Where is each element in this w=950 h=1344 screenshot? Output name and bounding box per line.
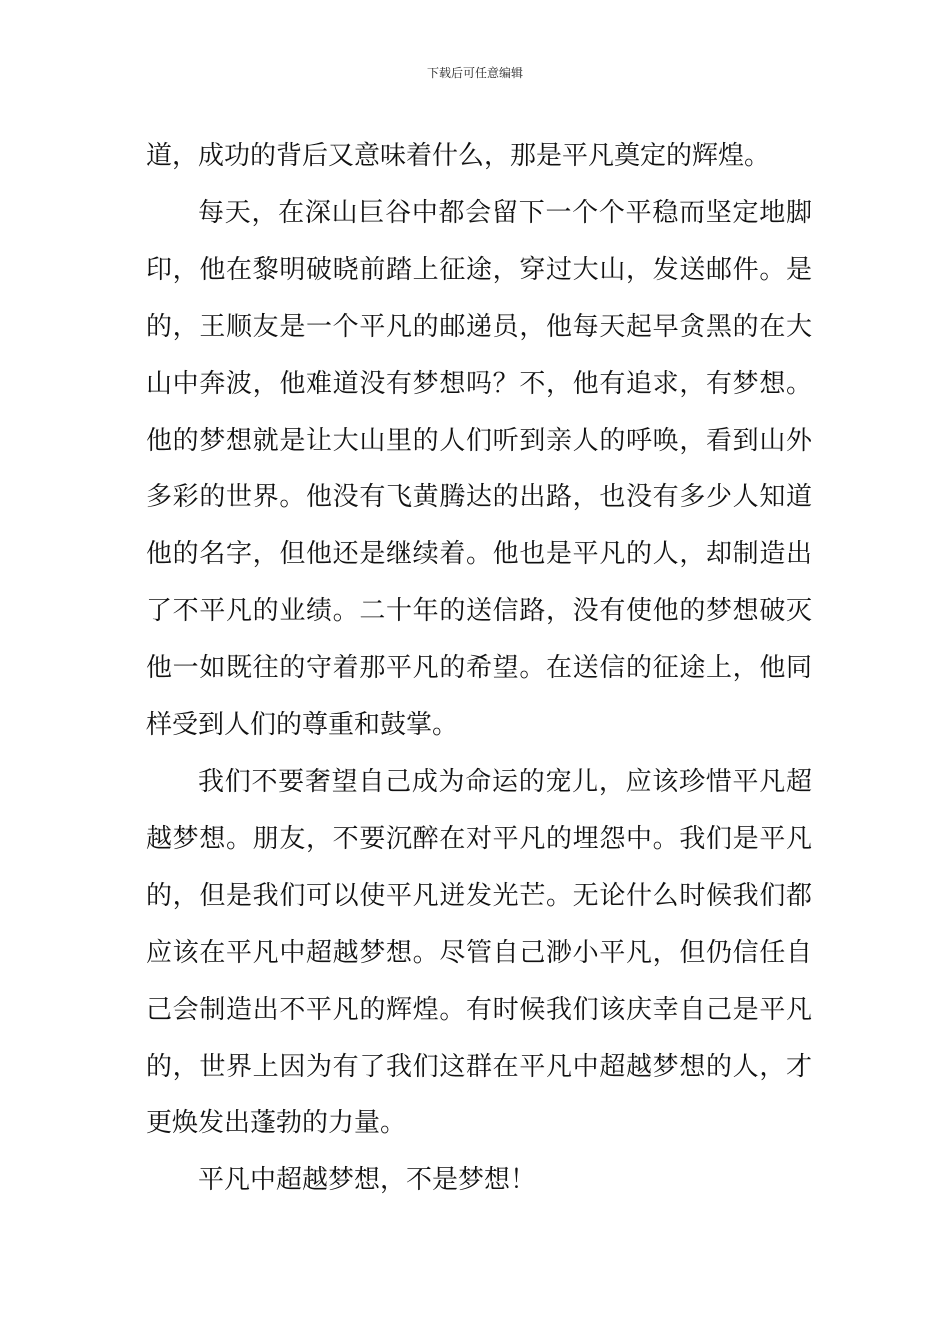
paragraph-continuation: 道，成功的背后又意味着什么，那是平凡奠定的辉煌。	[146, 141, 771, 171]
document-body	[146, 128, 812, 1209]
paragraph-wang-shunyou: 每天，在深山巨谷中都会留下一个个平稳而坚定地脚印，他在黎明破晓前踏上征途，穿过大山，发送邮件。是的，王顺友是一个平凡的邮递员，他每天起早贪黑的在大山中奔波，他难道没有梦想吗？不，他有追求，有梦想。他的梦想就是让大山里的人们听到亲人的呼唤，看到山外多彩的世界。他没有飞黄腾达的出路，也没有多少人知道他的名字，但他还是继续着。他也是平凡的人，却制造出了不平凡的业绩。二十年的送信路，没有使他的梦想破灭他一如既往的守着那平凡的希望。在送信的征途上，他同样受到人们的尊重和鼓掌。	[146, 197, 812, 741]
paragraph-cherish-ordinary: 我们不要奢望自己成为命运的宠儿，应该珍惜平凡超越梦想。朋友，不要沉醉在对平凡的埋怨中。我们是平凡的，但是我们可以使平凡迸发光芒。无论什么时候我们都应该在平凡中超越梦想。尽管自己渺小平凡，但仍信任自己会制造出不平凡的辉煌。有时候我们该庆幸自己是平凡的，世界上因为有了我们这群在平凡中超越梦想的人，才更焕发出蓬勃的力量。	[146, 766, 812, 1139]
page-header: 下载后可任意编辑	[426, 66, 523, 80]
paragraph-conclusion: 平凡中超越梦想，不是梦想！	[198, 1165, 537, 1196]
